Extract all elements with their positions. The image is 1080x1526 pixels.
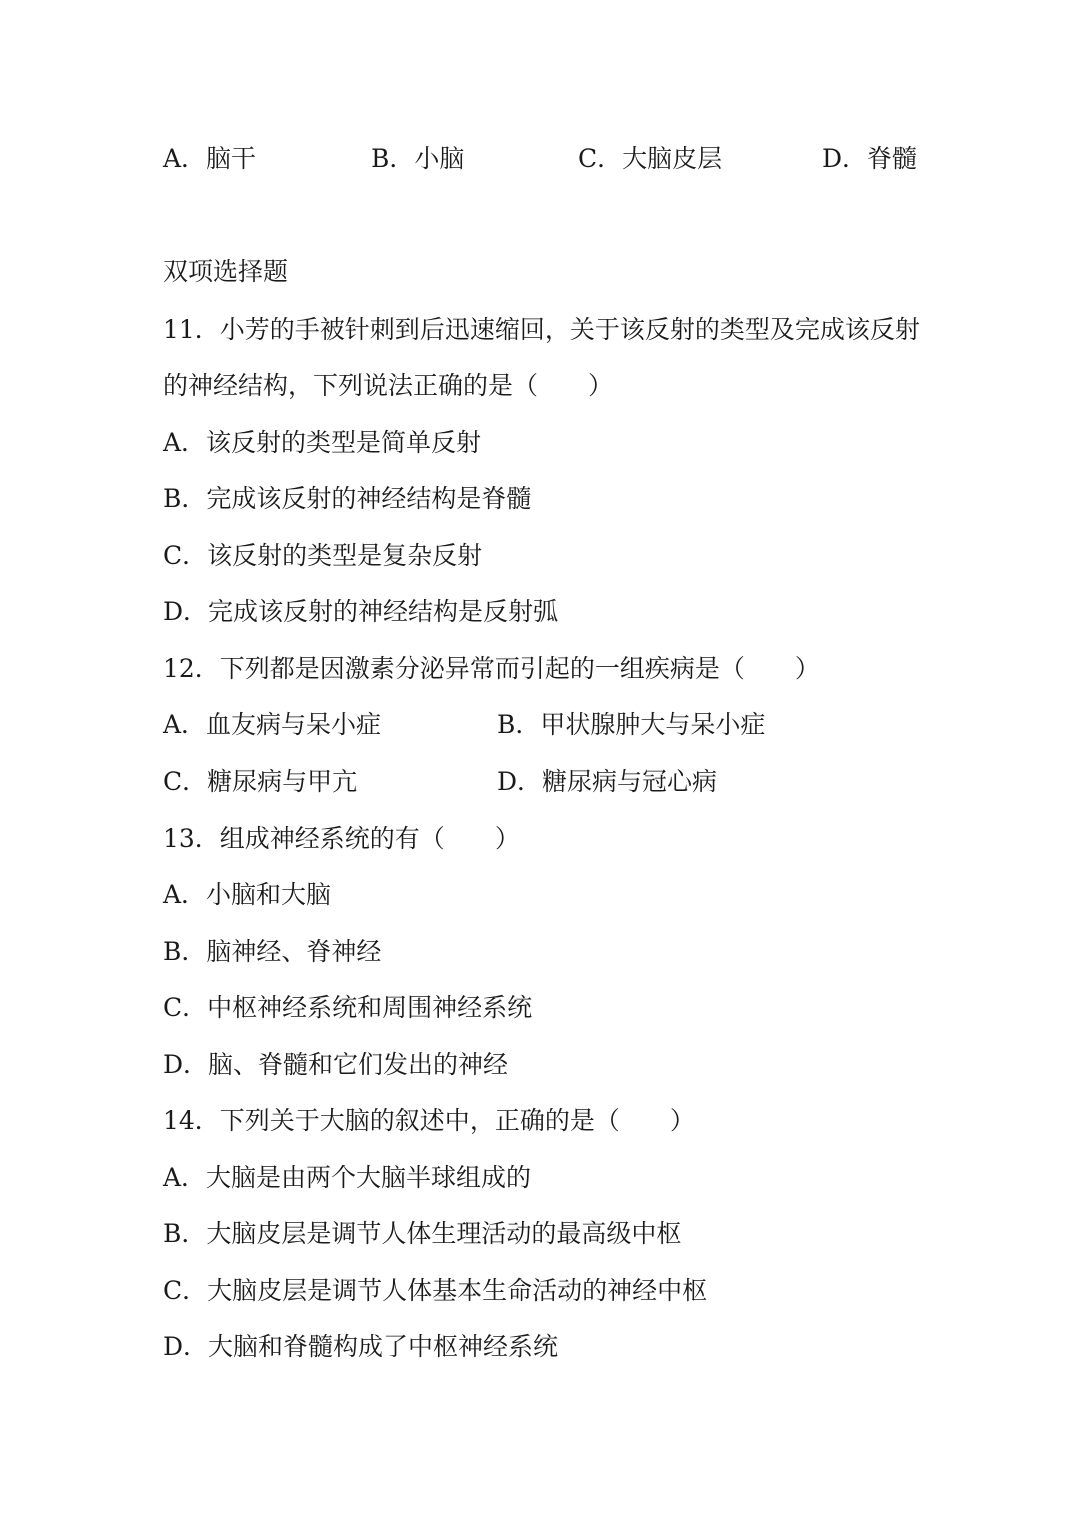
question-14-option-d: D．大脑和脊髓构成了中枢神经系统 [163,1332,559,1361]
question-11-option-b: B．完成该反射的神经结构是脊髓 [163,484,532,513]
question-11-paren-close: ） [588,371,614,400]
question-14-stem [163,1108,695,1133]
question-11-stem-line1: 11．小芳的手被针刺到后迅速缩回，关于该反射的类型及完成该反射 [163,315,920,344]
question-11-option-a: A．该反射的类型是简单反射 [163,428,482,457]
question-11-stem-line2 [163,373,613,398]
question-12-option-a: A．血友病与呆小症 [163,710,382,739]
question-12-stem-text: 12．下列都是因激素分泌异常而引起的一组疾病是（ [163,654,745,683]
question-14-option-c: C．大脑皮层是调节人体基本生命活动的神经中枢 [163,1276,708,1305]
question-14-option-b: B．大脑皮层是调节人体生理活动的最高级中枢 [163,1219,682,1248]
question-13-option-c: C．中枢神经系统和周围神经系统 [163,993,533,1022]
prev-option-b: B．小脑 [371,144,465,173]
question-13-option-d: D．脑、脊髓和它们发出的神经 [163,1050,509,1079]
question-13-option-a: A．小脑和大脑 [163,880,332,909]
question-13-stem [163,826,520,851]
question-13-paren-close: ） [494,824,520,853]
question-12-option-b: B．甲状腺肿大与呆小症 [497,710,766,739]
prev-option-c: C．大脑皮层 [578,144,723,173]
question-13-stem-text: 13．组成神经系统的有（ [163,824,445,853]
prev-option-a: A．脑干 [163,144,257,173]
question-11-option-c: C．该反射的类型是复杂反射 [163,541,483,570]
question-14-stem-text: 14．下列关于大脑的叙述中，正确的是（ [163,1106,620,1135]
question-12-stem [163,656,820,681]
question-12-paren-close: ） [794,654,820,683]
prev-option-d: D．脊髓 [822,144,918,173]
question-14-option-a: A．大脑是由两个大脑半球组成的 [163,1163,532,1192]
question-12-option-d: D．糖尿病与冠心病 [497,767,718,796]
question-13-option-b: B．脑神经、脊神经 [163,937,382,966]
question-12-option-c: C．糖尿病与甲亢 [163,767,358,796]
question-11-stem-text: 的神经结构，下列说法正确的是（ [163,371,539,400]
question-11-option-d: D．完成该反射的神经结构是反射弧 [163,597,559,626]
section-title: 双项选择题 [163,257,289,286]
question-14-paren-close: ） [669,1106,695,1135]
